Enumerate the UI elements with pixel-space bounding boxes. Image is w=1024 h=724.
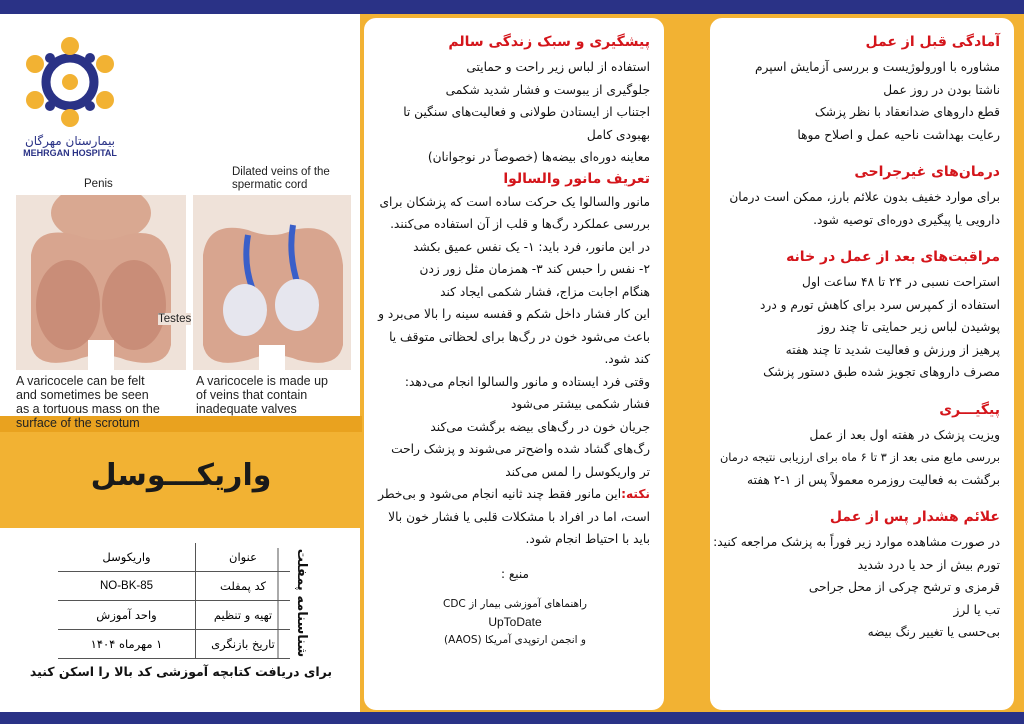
caption-right-line: A varicocele is made up — [196, 374, 329, 388]
list-item: رگ‌های گشاد شده واضح‌تر می‌شوند و پزشک راحت — [391, 442, 650, 456]
table-row — [58, 630, 290, 659]
list-item: وقتی فرد ایستاده و مانور والسالوا انجام می‌دهد: — [404, 374, 650, 389]
list-item: پرهیز از ورزش و فعالیت شدید تا چند هفته — [785, 342, 1000, 357]
label-dilated-veins: Dilated veins of the spermatic cord — [232, 166, 330, 191]
source-title: منبع : — [501, 566, 529, 581]
list-item: است، اما در افراد با مشکلات قلبی یا فشار خون بالا — [388, 509, 650, 524]
main-title: واریکـــوسل — [90, 458, 272, 493]
nonsurgical-title: درمان‌های غیرجراحی — [854, 164, 1000, 180]
list-item: بررسی مایع منی بعد از ۳ تا ۶ ماه برای ارزیابی نتیجه درمان — [719, 450, 1000, 464]
middle-panel — [362, 16, 666, 712]
id-value: واریکوسل — [58, 543, 196, 572]
list-item: استفاده از لباس زیر راحت و حمایتی — [466, 60, 650, 74]
list-item: بررسی عملکرد رگ‌ها و قلب از آن استفاده می‌کنند. — [390, 217, 650, 231]
caption-left-line: surface of the scrotum — [16, 416, 140, 430]
logo-mark-icon — [22, 36, 118, 128]
list-item: هنگام اجابت مزاج، فشار شکمی ایجاد کند — [440, 284, 650, 299]
list-item: ویزیت پزشک در هفته اول بعد از عمل — [809, 427, 1000, 442]
list-item: برگشت به فعالیت روزمره معمولاً پس از ۱-۲ هفته — [747, 472, 1000, 487]
id-key: تاریخ بازنگری — [196, 630, 291, 659]
list-item: استفاده از کمپرس سرد برای کاهش تورم و درد — [760, 297, 1000, 312]
list-item: مشاوره با اورولوژیست و بررسی آزمایش اسپرم — [754, 60, 1000, 74]
hospital-logo — [22, 36, 118, 158]
table-row — [58, 601, 290, 630]
right-panel — [708, 16, 1016, 712]
list-item: مانور والسالوا یک حرکت ساده است که پزشکان برای — [379, 194, 650, 209]
bottom-band — [0, 712, 1024, 724]
spacer — [724, 231, 1000, 249]
list-item: استراحت نسبی در ۲۴ تا ۴۸ ساعت اول — [801, 275, 1000, 289]
caption-right — [196, 374, 356, 416]
list-item: بهبودی کامل — [586, 127, 650, 142]
caption-left-line: as a tortuous mass on the — [16, 402, 160, 416]
list-item: اجتناب از ایستادن طولانی و فعالیت‌های سنگین تا — [403, 105, 650, 119]
note-line — [380, 483, 650, 506]
label-testes: Testes — [158, 313, 192, 325]
list-item: ۲- نفس را حبس کند ۳- همزمان مثل زور زدن — [419, 262, 650, 276]
scan-note: برای دریافت کتابچه آموزشی کد بالا را اسکن کنید — [29, 664, 333, 679]
list-item: باید با احتیاط انجام شود. — [525, 532, 650, 546]
list-item: تورم بیش از حد یا درد شدید — [857, 557, 1000, 572]
caption-left-line: A varicocele can be felt — [16, 374, 145, 388]
anatomy-illustration-right — [193, 195, 351, 370]
prevention-title: پیشگیری و سبک زندگی سالم — [448, 34, 650, 50]
table-row — [58, 572, 290, 601]
list-item: دارویی یا پیگیری دوره‌ای توصیه شود. — [813, 212, 1000, 227]
logo-name-en: MEHRGAN HOSPITAL — [23, 148, 117, 158]
logo-name-fa: بیمارستان مهرگان — [24, 134, 116, 148]
list-item: جلوگیری از یبوست و فشار شدید شکمی — [445, 82, 650, 97]
list-item: این کار فشار داخل شکم و قفسه سینه را بالا می‌برد و — [378, 307, 650, 321]
spacer — [724, 146, 1000, 164]
list-item: در این مانور، فرد باید: ۱- یک نفس عمیق بکشد — [413, 239, 650, 254]
table-row — [58, 543, 290, 572]
list-item: قرمزی و ترشح چرکی از محل جراحی — [808, 580, 1000, 594]
caption-left-line: and sometimes be seen — [16, 388, 149, 402]
list-item: برای موارد خفیف بدون علائم بارز، ممکن است درمان — [729, 190, 1000, 204]
id-value: ۱ مهرماه ۱۴۰۴ — [58, 630, 196, 659]
list-item: معاینه دوره‌ای بیضه‌ها (خصوصاً در نوجوانان) — [427, 150, 650, 164]
list-item: در صورت مشاهده موارد زیر فوراً به پزشک مراجعه کنید: — [713, 535, 1000, 549]
preop-title: آمادگی قبل از عمل — [865, 34, 1000, 50]
caption-right-line: of veins that contain — [196, 388, 308, 402]
list-item: رعایت بهداشت ناحیه عمل و اصلاح موها — [797, 127, 1000, 142]
spacer — [724, 491, 1000, 509]
list-item: پوشیدن لباس زیر حمایتی تا چند روز — [817, 320, 1000, 334]
id-value: NO-BK-85 — [58, 572, 196, 601]
note-text: این مانور فقط چند ثانیه انجام می‌شود و بی‌خطر — [378, 487, 622, 501]
list-item: کند شود. — [604, 352, 650, 366]
anatomy-illustration-left — [16, 195, 186, 370]
list-item: تب یا لرز — [953, 602, 1000, 617]
caption-left — [16, 374, 191, 430]
list-item: بی‌حسی یا تغییر رنگ بیضه — [867, 625, 1000, 639]
list-item: باعث می‌شود خون در رگ‌ها برای لحظاتی متوقف یا — [389, 329, 650, 344]
valsalva-title: تعریف مانور والسالوا — [503, 170, 650, 187]
id-key: تهیه و تنظیم — [196, 601, 291, 630]
homecare-title: مراقبت‌های بعد از عمل در خانه — [786, 249, 1000, 265]
id-key: عنوان — [196, 543, 291, 572]
list-item: قطع داروهای ضدانعقاد با نظر پزشک — [814, 105, 1000, 119]
warning-title: علائم هشدار پس از عمل — [829, 509, 1000, 525]
followup-title: پیگیـــری — [939, 401, 1000, 418]
list-item: تر واریکوسل را لمس می‌کند — [505, 464, 650, 479]
list-item: مصرف داروهای تجویز شده طبق دستور پزشک — [763, 365, 1000, 379]
source-item: و انجمن ارتوپدی آمریکا (AAOS) — [444, 633, 586, 646]
list-item: ناشتا بودن در روز عمل — [883, 82, 1000, 97]
spacer — [724, 384, 1000, 402]
id-key: کد پمفلت — [196, 572, 291, 601]
source-item: راهنماهای آموزشی بیمار از CDC — [442, 597, 588, 610]
label-penis: Penis — [84, 178, 113, 190]
caption-right-line: inadequate valves — [196, 402, 297, 416]
top-band — [0, 0, 1024, 14]
note-label: نکته: — [621, 487, 650, 501]
id-value: واحد آموزش — [58, 601, 196, 630]
id-side-label-text: شناسنامه پمفلت — [294, 548, 309, 658]
pamphlet-id-table — [58, 543, 290, 659]
source-item: UpToDate — [488, 614, 542, 629]
sources — [380, 565, 650, 649]
list-item: فشار شکمی بیشتر می‌شود — [510, 397, 650, 411]
list-item: جریان خون در رگ‌های بیضه برگشت می‌کند — [430, 419, 650, 434]
